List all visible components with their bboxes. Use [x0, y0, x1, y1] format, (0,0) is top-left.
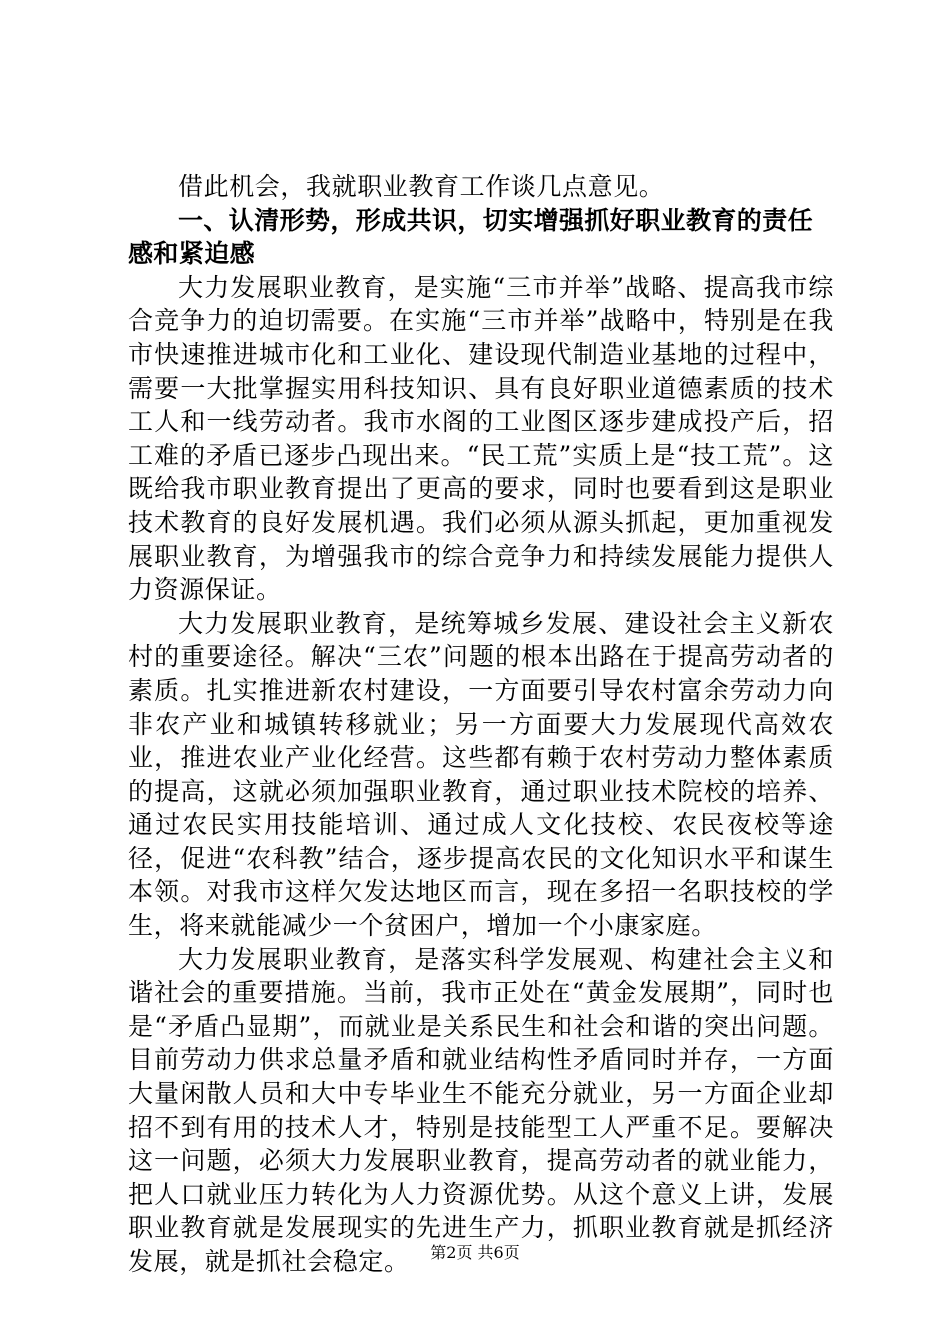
body-paragraph-1: 大力发展职业教育，是实施“三市并举”战略、提高我市综合竞争力的迫切需要。在实施“三市并举”战略中，特别是在我市快速推进城市化和工业化、建设现代制造业基地的过程中，需要一大批掌握实用科技知识、具有良好职业道德素质的技术工人和一线劳动者。我市水阁的工业图区逐步建成投产后，招工难的矛盾已逐步凸现出来。“民工荒”实质上是“技工荒”。这既给我市职业教育提出了更高的要求，同时也要看到这是职业技术教育的良好发展机遇。我们必须从源头抓起，更加重视发展职业教育，为增强我市的综合竞争力和持续发展能力提供人力资源保证。: [128, 272, 834, 605]
section-heading: 一、认清形势，形成共识，切实增强抓好职业教育的责任感和紧迫感: [128, 205, 814, 269]
body-paragraph-2: 大力发展职业教育，是统筹城乡发展、建设社会主义新农村的重要途径。解决“三农”问题的根本出路在于提高劳动者的素质。扎实推进新农村建设，一方面要引导农村富余劳动力向非农产业和城镇转移就业；另一方面要大力发展现代高效农业，推进农业产业化经营。这些都有赖于农村劳动力整体素质的提高，这就必须加强职业教育，通过职业技术院校的培养、通过农民实用技能培训、通过成人文化技校、农民夜校等途径，促进“农科教”结合，逐步提高农民的文化知识水平和谋生本领。对我市这样欠发达地区而言，现在多招一名职技校的学生，将来就能减少一个贫困户，增加一个小康家庭。: [128, 608, 834, 941]
intro-paragraph: 借此机会，我就职业教育工作谈几点意见。: [178, 172, 665, 201]
page-number-footer: 第2页 共6页: [430, 1243, 520, 1262]
body-paragraph-3: 大力发展职业教育，是落实科学发展观、构建社会主义和谐社会的重要措施。当前，我市正处在“黄金发展期”，同时也是“矛盾凸显期”，而就业是关系民生和社会和谐的突出问题。目前劳动力供求总量矛盾和就业结构性矛盾同时并存，一方面大量闲散人员和大中专毕业生不能充分就业，另一方面企业却招不到有用的技术人才，特别是技能型工人严重不足。要解决这一问题，必须大力发展职业教育，提高劳动者的就业能力，把人口就业压力转化为人力资源优势。从这个意义上讲，发展职业教育就是发展现实的先进生产力，抓职业教育就是抓经济发展，就是抓社会稳定。: [128, 944, 834, 1276]
document-body: [128, 170, 834, 1279]
